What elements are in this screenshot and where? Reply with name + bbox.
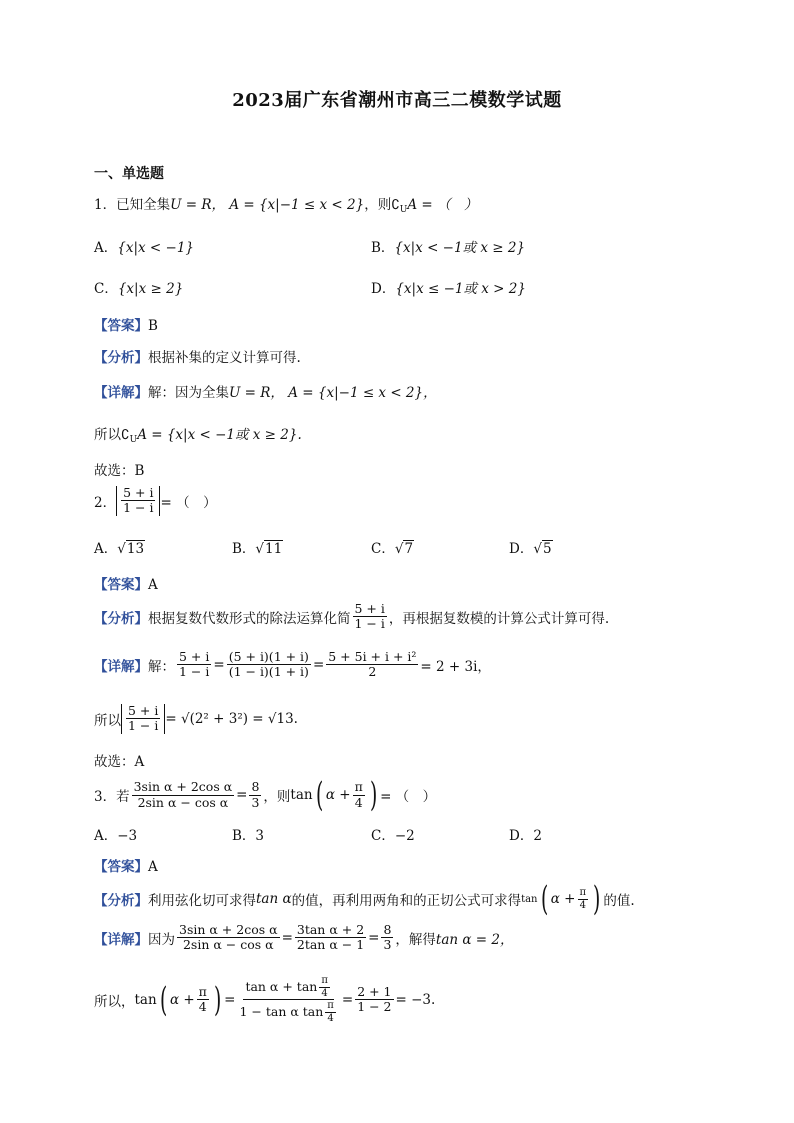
denominator: 2tan α − 1 <box>296 937 365 953</box>
denominator: 2sin α − cos α <box>182 937 274 953</box>
analysis-line <box>94 346 301 366</box>
answer-value: B <box>148 318 158 334</box>
detail-text: tan α = 2， <box>435 931 514 948</box>
option-c[interactable] <box>371 537 414 557</box>
analysis-label: 【分析】 <box>94 610 148 627</box>
sqrt-symbol: √11 <box>255 541 283 557</box>
numerator: π <box>198 983 207 999</box>
fraction <box>578 887 589 911</box>
fraction <box>177 923 280 953</box>
stem-set: A = {x|−1 ≤ x < 2} <box>229 197 365 213</box>
choice-line: 故选：A <box>94 754 145 770</box>
fraction <box>177 650 211 680</box>
detail-text: 解：因为全集 <box>148 385 229 401</box>
fraction <box>126 704 160 734</box>
numerator: 5 + i <box>179 649 210 664</box>
numerator: π <box>327 1000 334 1011</box>
option-text: −3 <box>117 828 138 844</box>
stem-text: 已知全集 <box>116 197 171 213</box>
option-text: {x|x ≤ −1或 x > 2} <box>395 281 526 297</box>
option-key: B． <box>232 828 256 844</box>
option-b[interactable] <box>232 537 283 557</box>
fraction <box>132 780 235 810</box>
analysis-label: 【分析】 <box>94 350 148 366</box>
answer-label: 【答案】 <box>94 859 148 875</box>
denominator: 2sin α − cos α <box>137 794 229 810</box>
detail-line <box>94 650 491 680</box>
conclusion-text: = √(2² + 3²) = √13. <box>165 710 298 727</box>
numerator: 8 <box>251 779 260 795</box>
complement-sub: U <box>129 435 138 445</box>
stem-text: = （ ） <box>380 789 437 805</box>
denominator: 3 <box>251 794 260 810</box>
detail-line <box>94 923 513 953</box>
numerator: 2 + 1 <box>357 983 392 999</box>
option-key: A． <box>94 828 118 844</box>
radicand: 11 <box>265 541 283 557</box>
option-key: C． <box>371 541 395 557</box>
denominator: 2 <box>368 664 377 680</box>
equals: = <box>236 787 248 803</box>
equals: = <box>281 929 293 946</box>
option-d[interactable] <box>509 537 553 557</box>
conclusion-text: = −3. <box>395 991 436 1008</box>
equals: = <box>224 991 236 1008</box>
conclusion-text: 所以 <box>94 427 121 443</box>
fraction <box>249 780 261 810</box>
answer-label: 【答案】 <box>94 318 148 334</box>
question-number: 3． <box>94 789 117 805</box>
sqrt-symbol: √7 <box>394 541 414 557</box>
analysis-line <box>94 879 635 919</box>
equals: = <box>368 929 380 946</box>
radicand: 13 <box>126 541 145 557</box>
detail-label: 【详解】 <box>94 658 148 675</box>
option-key: B． <box>371 240 395 256</box>
fraction <box>381 923 393 953</box>
numerator: π <box>321 975 328 986</box>
conclusion-line <box>94 704 298 734</box>
den-text: 1 − tan α tan <box>239 1003 324 1019</box>
conclusion-text: 所以， <box>94 993 135 1010</box>
tan-alpha: tan α <box>256 891 292 907</box>
option-text: {x|x < −1} <box>117 240 194 256</box>
option-b[interactable] <box>371 236 525 256</box>
numerator: 8 <box>383 922 392 937</box>
fraction <box>325 1000 336 1024</box>
tan-function: tan <box>134 991 157 1008</box>
option-key: C． <box>371 828 395 844</box>
argument: α + <box>325 787 351 803</box>
big-fraction <box>237 975 339 1024</box>
stem-text: 若 <box>116 789 130 805</box>
numerator: 5 + i <box>354 601 385 616</box>
option-key: A． <box>94 541 118 557</box>
option-text: {x|x < −1或 x ≥ 2} <box>394 240 526 256</box>
denominator: 1 − i <box>354 616 385 632</box>
denominator: (1 − i)(1 + i) <box>228 664 309 680</box>
question-number: 2． <box>94 494 117 511</box>
option-key: D． <box>371 281 396 297</box>
choice-line: 故选：B <box>94 463 145 479</box>
option-d[interactable] <box>371 277 526 297</box>
fraction <box>353 780 365 810</box>
radicand: 5 <box>542 541 552 557</box>
numerator: 3tan α + 2 <box>296 922 365 937</box>
answer-line <box>94 573 158 593</box>
analysis-line <box>94 602 609 632</box>
numerator: π <box>579 887 587 898</box>
question-number: 1． <box>94 197 117 213</box>
option-c[interactable] <box>94 277 183 297</box>
stem-text: = （ ） <box>160 494 217 511</box>
complement-symbol: ∁ <box>121 427 130 443</box>
fraction <box>295 923 366 953</box>
paren-group: ( α + $\frac{\pi}{4}$ ) <box>159 979 222 1020</box>
sqrt-symbol: √5 <box>533 541 552 557</box>
option-b[interactable] <box>232 824 264 844</box>
analysis-label: 【分析】 <box>94 893 148 909</box>
stem-text: A = （ ） <box>407 197 478 213</box>
detail-label: 【详解】 <box>94 931 148 948</box>
denominator: 3 <box>383 937 392 953</box>
stem-universe: U = R， <box>170 197 226 213</box>
question-2-stem <box>94 486 217 516</box>
fraction <box>355 985 393 1015</box>
detail-line <box>94 381 437 401</box>
detail-text: 因为 <box>148 931 175 948</box>
radicand: 7 <box>404 541 414 557</box>
conclusion-line <box>94 975 435 1024</box>
conclusion-text: 所以 <box>94 712 121 729</box>
answer-line <box>94 314 158 334</box>
equals: = <box>312 656 325 673</box>
denominator <box>237 1000 339 1024</box>
num-text: tan α + tan <box>245 978 318 994</box>
numerator: 5 + i <box>128 703 159 718</box>
option-c[interactable] <box>371 824 415 844</box>
analysis-text: 根据复数代数形式的除法运算化简 <box>148 610 351 627</box>
denominator: 1 − 2 <box>357 999 392 1014</box>
modulus <box>121 704 165 734</box>
detail-set: A = {x|−1 ≤ x < 2}， <box>288 385 437 401</box>
option-key: C． <box>94 281 118 297</box>
denominator: 1 − i <box>128 718 159 734</box>
denominator: 4 <box>198 999 207 1014</box>
fraction <box>353 602 387 632</box>
fraction <box>227 650 311 680</box>
option-text: {x|x ≥ 2} <box>117 281 184 297</box>
fraction <box>197 985 209 1015</box>
answer-value: A <box>148 577 158 593</box>
answer-value: A <box>148 859 158 875</box>
tan-function: tan <box>521 893 538 905</box>
analysis-text: 利用弦化切可求得 <box>148 893 256 909</box>
page-title: 2023届广东省潮州市高三二模数学试题 <box>232 90 562 111</box>
paren-group: ( α + $\frac{\pi}{4}$ ) <box>540 879 601 919</box>
conclusion-line <box>94 423 302 445</box>
analysis-text: 根据补集的定义计算可得. <box>148 350 301 366</box>
option-a[interactable] <box>94 236 194 256</box>
sqrt-symbol: √13 <box>117 541 145 557</box>
denominator: 4 <box>321 987 328 999</box>
denominator: 4 <box>354 794 363 810</box>
argument: α + <box>169 991 195 1008</box>
argument: α + <box>550 891 576 907</box>
option-text: 3 <box>255 828 265 844</box>
option-a[interactable] <box>94 537 145 557</box>
option-text: 2 <box>533 828 542 844</box>
option-key: D． <box>509 828 534 844</box>
numerator: 3sin α + 2cos α <box>133 779 233 795</box>
option-key: D． <box>509 541 534 557</box>
modulus <box>116 486 160 516</box>
question-1-stem <box>94 193 478 215</box>
answer-line <box>94 855 158 875</box>
denominator: 4 <box>327 1012 334 1024</box>
numerator: (5 + i)(1 + i) <box>228 649 309 664</box>
equals: = <box>341 991 354 1008</box>
section-heading: 一、单选题 <box>94 166 164 182</box>
detail-text: 解： <box>148 658 175 675</box>
numerator <box>243 975 333 1000</box>
option-text: −2 <box>394 828 415 844</box>
numerator: π <box>354 779 363 795</box>
detail-universe: U = R， <box>229 385 284 401</box>
analysis-text: 的值. <box>603 893 635 909</box>
fraction <box>326 650 418 680</box>
tan-function: tan <box>290 787 313 803</box>
numerator: 3sin α + 2cos α <box>179 922 278 937</box>
option-d[interactable] <box>509 824 542 844</box>
denominator: 1 − i <box>179 664 210 680</box>
equals: = <box>213 656 225 673</box>
fraction <box>121 486 155 516</box>
detail-label: 【详解】 <box>94 385 148 401</box>
question-3-stem <box>94 775 437 815</box>
numerator: 5 + 5i + i + i² <box>328 649 417 664</box>
paren-group: ( α + $\frac{\pi}{4}$ ) <box>315 775 378 815</box>
denominator: 1 − i <box>123 500 154 516</box>
answer-label: 【答案】 <box>94 577 148 593</box>
stem-text: ，则 <box>263 789 291 805</box>
complement-symbol: ∁ <box>391 197 400 213</box>
denominator: 4 <box>579 899 586 911</box>
detail-text: = 2 + 3i， <box>420 658 491 675</box>
stem-text: ，则 <box>364 197 392 213</box>
detail-text: ，解得 <box>395 931 436 948</box>
option-key: A． <box>94 240 118 256</box>
numerator: 5 + i <box>123 485 154 500</box>
complement-sub: U <box>399 205 408 215</box>
option-a[interactable] <box>94 824 137 844</box>
conclusion-set: A = {x|x < −1或 x ≥ 2}. <box>137 427 302 443</box>
analysis-text: ，再根据复数模的计算公式计算可得. <box>388 610 610 627</box>
option-key: B． <box>232 541 256 557</box>
analysis-text: 的值，再利用两角和的正切公式可求得 <box>291 893 522 909</box>
fraction <box>319 975 330 999</box>
